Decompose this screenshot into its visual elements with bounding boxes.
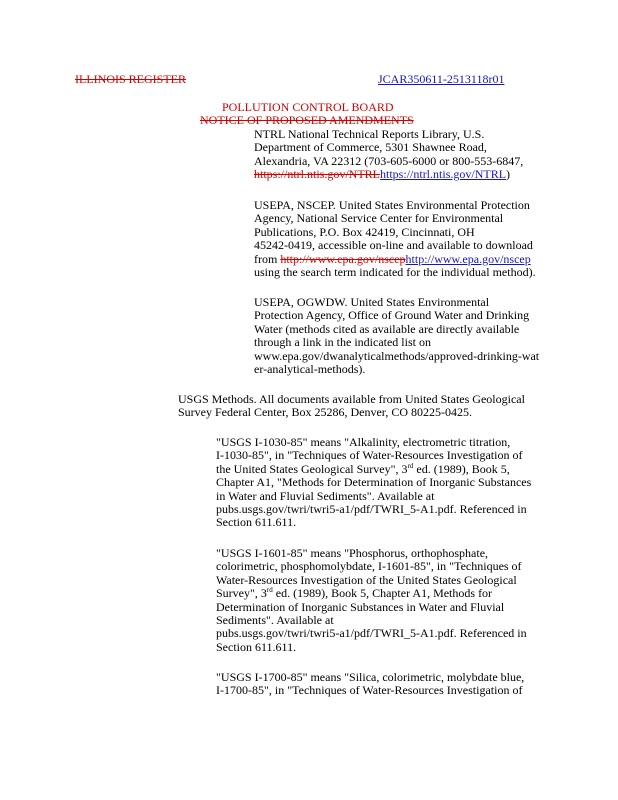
i1030-line (216, 463, 531, 476)
i1601-line: Water-Resources Investigation of the United States Geological (216, 572, 517, 587)
ntrl-line: Alexandria, VA 22312 (703-605-6000 or 800-553-6847, (254, 153, 524, 168)
i1601-sup: rd (266, 586, 273, 595)
i1030-sup: rd (407, 461, 414, 470)
ntrl-url-inserted[interactable]: https://ntrl.ntis.gov/NTRL (380, 167, 507, 182)
i1030-text: the United States Geological Survey", 3 (216, 461, 408, 476)
nscep-url-line (254, 253, 536, 266)
ogwdw-line: Protection Agency, Office of Ground Water and Drinking (254, 308, 530, 323)
i1030-line: pubs.usgs.gov/twri/twri5-a1/pdf/TWRI_5-A1.pdf. Referenced in (216, 502, 527, 517)
nscep-url-deleted: http://www.epa.gov/nscep (280, 251, 406, 266)
ntrl-paren: ) (506, 167, 511, 182)
i1030-line: Chapter A1, "Methods for Determination of Inorganic Substances (216, 475, 532, 490)
usepa-ogwdw-entry (254, 296, 539, 376)
ogwdw-line: through a link in the indicated list on (254, 335, 431, 350)
i1700-line: "USGS I-1700-85" means "Silica, colorimetric, molybdate blue, (216, 670, 525, 684)
usgs-i1601-entry (216, 547, 527, 654)
usgs-i1700-entry (216, 671, 524, 698)
register-title-deleted: ILLINOIS REGISTER (75, 72, 186, 86)
ogwdw-line: USEPA, OGWDW. United States Environmental (254, 295, 490, 309)
nscep-line: Publications, P.O. Box 42419, Cincinnati, OH (254, 224, 475, 239)
i1030-line: Section 611.611. (216, 515, 297, 530)
ogwdw-line: er-analytical-methods). (254, 362, 366, 377)
i1601-line (216, 587, 527, 600)
i1030-text: ed. (1989), Book 5, (413, 461, 510, 476)
document-code-inserted: JCAR350611-2513118r01 (378, 72, 505, 86)
ntrl-url-deleted: https://ntrl.ntis.gov/NTRL (254, 167, 381, 182)
i1030-line: I-1030-85", in "Techniques of Water-Resources Investigation of (216, 448, 523, 463)
usepa-nscep-entry (254, 199, 536, 279)
nscep-line: Agency, National Service Center for Environmental (254, 211, 504, 226)
usgs-line: USGS Methods. All documents available from United States Geological (178, 392, 525, 406)
i1601-line: Sediments". Available at (216, 613, 334, 628)
ntrl-line: NTRL National Technical Reports Library, U.S. (254, 127, 485, 141)
nscep-line: 45242-0419, accessible on-line and available to download (254, 238, 533, 253)
board-name: POLLUTION CONTROL BOARD (222, 100, 394, 114)
nscep-line: using the search term indicated for the individual method). (254, 265, 536, 280)
notice-title: NOTICE OF PROPOSED AMENDMENTS (200, 113, 414, 127)
ogwdw-line: Water (methods cited as available are directly available (254, 321, 520, 336)
i1601-line: Determination of Inorganic Substances in Water and Fluvial (216, 599, 505, 614)
usgs-methods-heading (178, 393, 525, 420)
i1601-text: ed. (1989), Book 5, Chapter A1, Methods for (272, 586, 493, 601)
nscep-from: from (254, 251, 281, 266)
i1030-line: "USGS I-1030-85" means "Alkalinity, electrometric titration, (216, 435, 511, 449)
i1601-line: colorimetric, phosphomolybdate, I-1601-85", in "Techniques of (216, 559, 522, 574)
i1601-line: "USGS I-1601-85" means "Phosphorus, orthophosphate, (216, 546, 489, 560)
i1030-line: in Water and Fluvial Sediments". Available at (216, 488, 435, 503)
ntrl-line: Department of Commerce, 5301 Shawnee Road, (254, 140, 487, 155)
ntrl-entry (254, 128, 523, 182)
ntrl-url-line (254, 168, 523, 181)
i1700-line: I-1700-85", in "Techniques of Water-Resources Investigation of (216, 683, 523, 698)
i1601-text: Survey", 3 (216, 586, 267, 601)
i1601-line: Section 611.611. (216, 639, 297, 654)
i1601-line: pubs.usgs.gov/twri/twri5-a1/pdf/TWRI_5-A1.pdf. Referenced in (216, 626, 527, 641)
usgs-line: Survey Federal Center, Box 25286, Denver, CO 80225-0425. (178, 405, 472, 420)
nscep-url-inserted[interactable]: http://www.epa.gov/nscep (405, 251, 531, 266)
nscep-line: USEPA, NSCEP. United States Environmental Protection (254, 198, 530, 212)
usgs-i1030-entry (216, 436, 531, 530)
ogwdw-line: www.epa.gov/dwanalyticalmethods/approved-drinking-wat (254, 348, 540, 363)
